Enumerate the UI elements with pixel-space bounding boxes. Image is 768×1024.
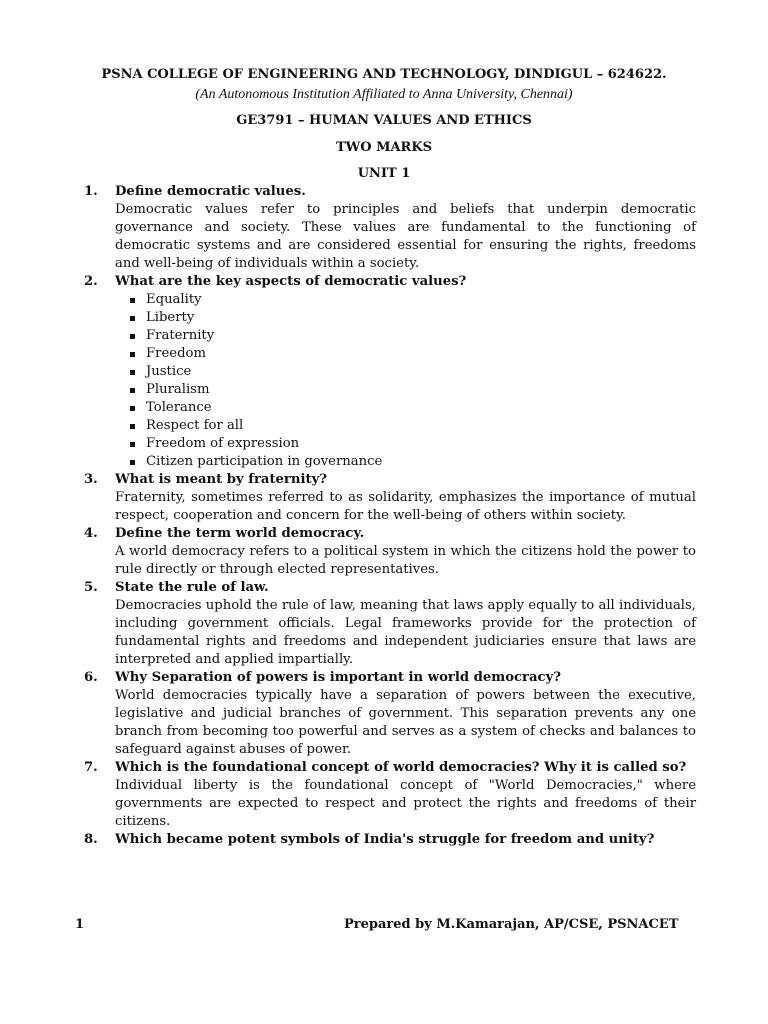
answer-3: Fraternity, sometimes referred to as solidarity, emphasizes the importance of mutual respect, cooperation and concern for the well-being of others within society. xyxy=(115,490,696,523)
list-item: Respect for all xyxy=(130,417,696,435)
answer-4: A world democracy refers to a political system in which the citizens hold the power to rule directly or through elected representatives. xyxy=(115,544,696,577)
question-3 xyxy=(84,471,696,489)
bullet-list xyxy=(84,291,696,471)
list-item: Equality xyxy=(130,291,696,309)
question-4 xyxy=(84,525,696,543)
question-number: 3. xyxy=(84,472,98,487)
unit-heading: UNIT 1 xyxy=(357,166,411,181)
prepared-by: Prepared by M.Kamarajan, AP/CSE, PSNACET xyxy=(344,917,679,932)
list-item: Fraternity xyxy=(130,327,696,345)
question-text: Define democratic values. xyxy=(115,184,306,199)
answer-6: World democracies typically have a separation of powers between the executive, legislative and judicial branches of government. This separation prevents any one branch from becoming too powerful and serves as a system of checks and balances to safeguard against abuses of power. xyxy=(115,688,696,757)
question-number: 5. xyxy=(84,580,98,595)
question-1 xyxy=(84,183,696,201)
question-7 xyxy=(84,759,696,777)
question-text: Which is the foundational concept of world democracies? Why it is called so? xyxy=(115,760,687,775)
college-subtitle: (An Autonomous Institution Affiliated to Anna University, Chennai) xyxy=(195,87,573,102)
question-number: 8. xyxy=(84,832,98,847)
question-number: 7. xyxy=(84,760,98,775)
question-6 xyxy=(84,669,696,687)
question-5 xyxy=(84,579,696,597)
question-list xyxy=(84,183,696,849)
question-text: State the rule of law. xyxy=(115,580,269,595)
marks-heading: TWO MARKS xyxy=(335,140,433,155)
page-number: 1 xyxy=(75,917,85,932)
question-text: Define the term world democracy. xyxy=(115,526,365,541)
list-item: Justice xyxy=(130,363,696,381)
question-number: 6. xyxy=(84,670,98,685)
question-2 xyxy=(84,273,696,291)
list-item: Pluralism xyxy=(130,381,696,399)
question-8 xyxy=(84,831,696,849)
question-text: What is meant by fraternity? xyxy=(115,472,327,487)
list-item: Freedom of expression xyxy=(130,435,696,453)
list-item: Freedom xyxy=(130,345,696,363)
list-item: Citizen participation in governance xyxy=(130,453,696,471)
question-text: What are the key aspects of democratic values? xyxy=(115,274,467,289)
question-text: Why Separation of powers is important in world democracy? xyxy=(115,670,561,685)
list-item: Liberty xyxy=(130,309,696,327)
question-number: 1. xyxy=(84,184,98,199)
question-text: Which became potent symbols of India's struggle for freedom and unity? xyxy=(115,832,655,847)
question-number: 4. xyxy=(84,526,98,541)
college-title: PSNA COLLEGE OF ENGINEERING AND TECHNOLOGY, DINDIGUL – 624622. xyxy=(101,67,667,82)
answer-5: Democracies uphold the rule of law, meaning that laws apply equally to all individuals, including government officials. Legal frameworks provide for the protection of fundamental rights and freedoms and independent judiciaries ensure that laws are interpreted and applied impartially. xyxy=(115,598,696,667)
question-number: 2. xyxy=(84,274,98,289)
answer-7: Individual liberty is the foundational concept of "World Democracies," where governments are expected to respect and protect the rights and freedoms of their citizens. xyxy=(115,778,696,829)
answer-1: Democratic values refer to principles and beliefs that underpin democratic governance and society. These values are fundamental to the functioning of democratic systems and are considered essential for ensuring the rights, freedoms and well-being of individuals within a society. xyxy=(115,202,696,271)
course-title: GE3791 – HUMAN VALUES AND ETHICS xyxy=(236,113,532,128)
list-item: Tolerance xyxy=(130,399,696,417)
